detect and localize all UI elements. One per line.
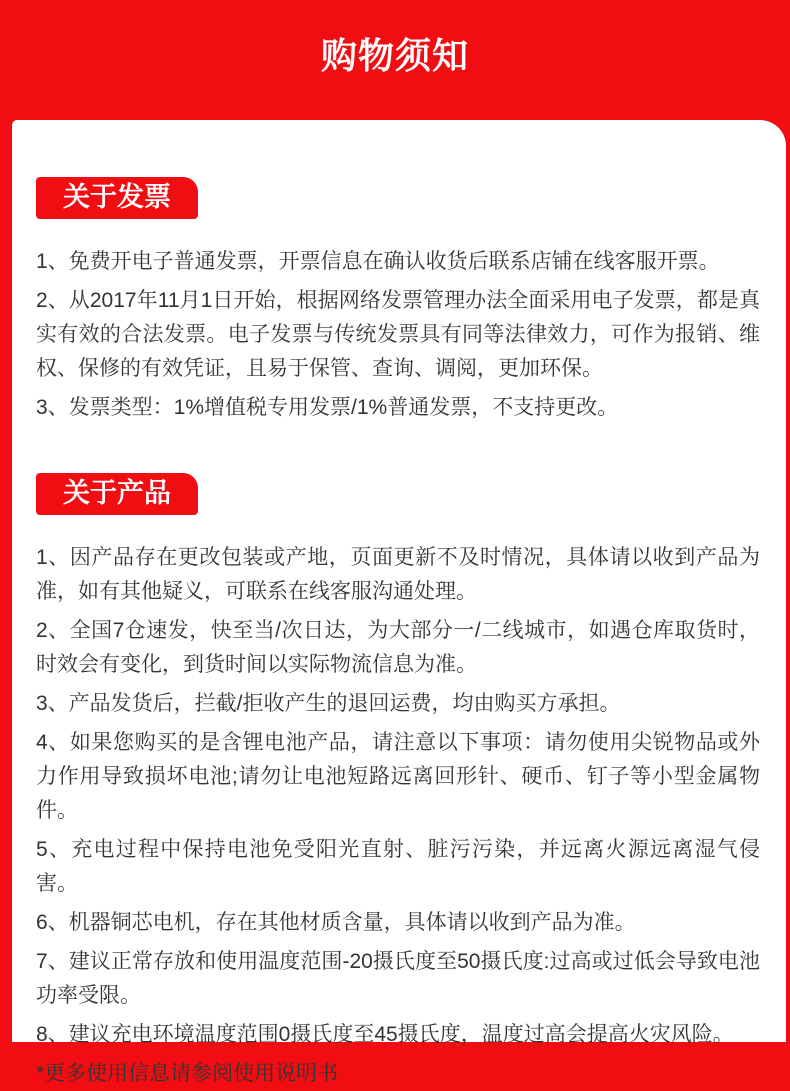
section-invoice-badge: 关于发票 <box>36 177 198 219</box>
product-item-4: 4、如果您购买的是含锂电池产品，请注意以下事项：请勿使用尖锐物品或外力作用导致损坏电池;请勿让电池短路远离回形针、硬币、钉子等小型金属物件。 <box>36 731 760 822</box>
invoice-item-2: 2、从2017年11月1日开始，根据网络发票管理办法全面采用电子发票，都是真实有效的合法发票。电子发票与传统发票具有同等法律效力，可作为报销、维权、保修的有效凭证，且易于保管、查询、调阅，更加环保。 <box>36 289 760 380</box>
product-item-3: 3、产品发货后，拦截/拒收产生的退回运费，均由购买方承担。 <box>36 692 621 715</box>
section-invoice-items <box>36 245 760 425</box>
page-header <box>0 0 790 120</box>
invoice-item-3: 3、发票类型：1%增值税专用发票/1%普通发票，不支持更改。 <box>36 396 619 419</box>
product-item-2: 2、全国7仓速发，快至当/次日达，为大部分一/二线城市，如遇仓库取货时，时效会有变化，到货时间以实际物流信息为准。 <box>36 619 760 676</box>
product-item-8: 8、建议充电环境温度范围0摄氏度至45摄氏度，温度过高会提高火灾风险。 <box>36 1023 734 1046</box>
section-product <box>36 473 760 1091</box>
content-card <box>12 120 786 1085</box>
section-product-badge: 关于产品 <box>36 473 198 515</box>
product-item-6: 6、机器铜芯电机，存在其他材质含量，具体请以收到产品为准。 <box>36 911 636 934</box>
product-item-1: 1、因产品存在更改包装或产地，页面更新不及时情况，具体请以收到产品为准，如有其他疑义，可联系在线客服沟通处理。 <box>36 546 760 603</box>
section-invoice <box>36 120 760 425</box>
product-item-5: 5、充电过程中保持电池免受阳光直射、脏污污染，并远离火源远离湿气侵害。 <box>36 838 760 895</box>
invoice-item-1: 1、免费开电子普通发票，开票信息在确认收货后联系店铺在线客服开票。 <box>36 250 720 273</box>
usage-manual-footnote: *更多使用信息请参阅使用说明书 <box>36 1062 339 1085</box>
product-item-7: 7、建议正常存放和使用温度范围-20摄氏度至50摄氏度:过高或过低会导致电池功率受限。 <box>36 950 760 1007</box>
section-product-items <box>36 541 760 1091</box>
page-title: 购物须知 <box>320 35 469 76</box>
